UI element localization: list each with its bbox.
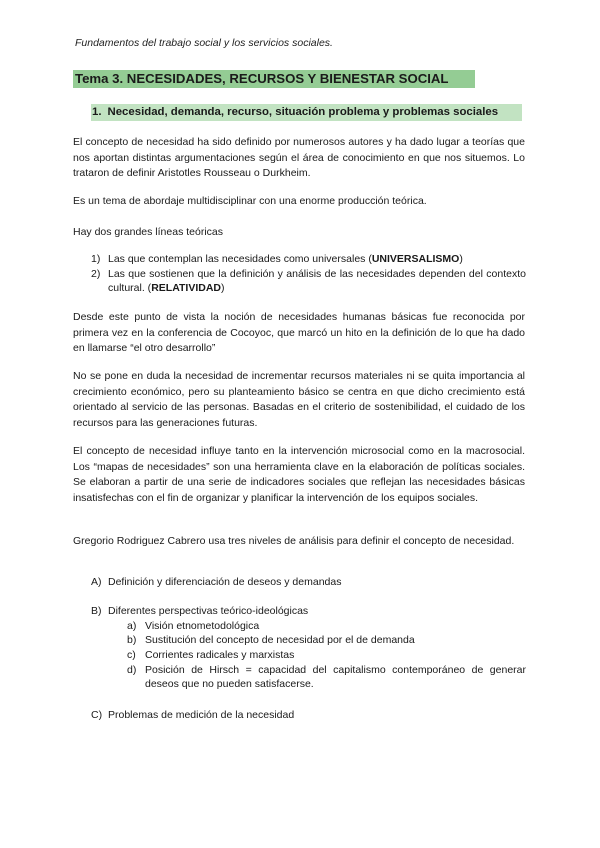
- level-marker: A): [91, 576, 102, 588]
- sublist-item: Corrientes radicales y marxistas: [145, 649, 295, 661]
- paragraph-cocoyoc: Desde este punto de vista la noción de necesidades humanas básicas fue reconocida por primera vez en la conferencia de Cocoyoc, que marcó un hito en la definición de lo que ha dado en llamarse “el otro desarrollo”: [73, 311, 525, 354]
- sublist-marker: c): [127, 649, 136, 661]
- sublist-marker: d): [127, 664, 137, 676]
- paragraph-multidisciplinar: Es un tema de abordaje multidisciplinar con una enorme producción teórica.: [73, 195, 427, 207]
- chapter-title: Tema 3. NECESIDADES, RECURSOS Y BIENESTAR SOCIAL: [73, 70, 475, 88]
- paragraph-mapas: El concepto de necesidad influye tanto en la intervención microsocial como en la macrosocial. Los “mapas de necesidades” son una herramienta clave en la elaboración de políticas sociales. Se elaboran a partir de una serie de indicadores sociales que reflejan las necesidades básicas insatisfechas con el fin de organizar y planificar la intervención de los equipos sociales.: [73, 445, 525, 504]
- section-heading: [91, 104, 522, 121]
- sublist-item: Posición de Hirsch = capacidad del capitalismo contemporáneo de generar deseos que no pueden satisfacerse.: [145, 664, 526, 690]
- level-item: Diferentes perspectivas teórico-ideológicas: [108, 605, 309, 617]
- section-number: 1.: [92, 106, 102, 118]
- level-item: Definición y diferenciación de deseos y demandas: [108, 576, 342, 588]
- list-marker: 2): [91, 268, 101, 280]
- paragraph-intro: El concepto de necesidad ha sido definido por numerosos autores y ha dado lugar a teorías que nos aportan distintas argumentaciones según el área de conocimiento en que nos situemos. Lo trataron de definir Aristotles Rousseau o Durkheim.: [73, 136, 525, 179]
- paragraph-cabrero: Gregorio Rodriguez Cabrero usa tres niveles de análisis para definir el concepto de necesidad.: [73, 535, 515, 547]
- list-marker: 1): [91, 253, 101, 265]
- level-marker: C): [91, 709, 103, 721]
- sublist-marker: b): [127, 634, 137, 646]
- sublist-item: Sustitución del concepto de necesidad por el de demanda: [145, 634, 415, 646]
- section-heading-text: Necesidad, demanda, recurso, situación problema y problemas sociales: [107, 106, 499, 118]
- sublist-marker: a): [127, 620, 137, 632]
- paragraph-recursos: No se pone en duda la necesidad de incrementar recursos materiales ni se quita importancia al crecimiento económico, pero su planteamiento básico se centra en que dicho crecimiento está orientado al servicio de las personas. Basadas en el criterio de sostenibilidad, el cuidado de los recursos para las generaciones futuras.: [73, 370, 525, 429]
- list-item: Las que contemplan las necesidades como universales (UNIVERSALISMO): [108, 253, 463, 265]
- list-item: Las que sostienen que la definición y análisis de las necesidades dependen del contexto cultural. (RELATIVIDAD): [108, 268, 526, 294]
- level-marker: B): [91, 605, 102, 617]
- sublist-item: Visión etnometodológica: [145, 620, 260, 632]
- level-item: Problemas de medición de la necesidad: [108, 709, 295, 721]
- paragraph-lineas-teoricas: Hay dos grandes líneas teóricas: [73, 226, 223, 238]
- running-header: Fundamentos del trabajo social y los servicios sociales.: [75, 37, 333, 49]
